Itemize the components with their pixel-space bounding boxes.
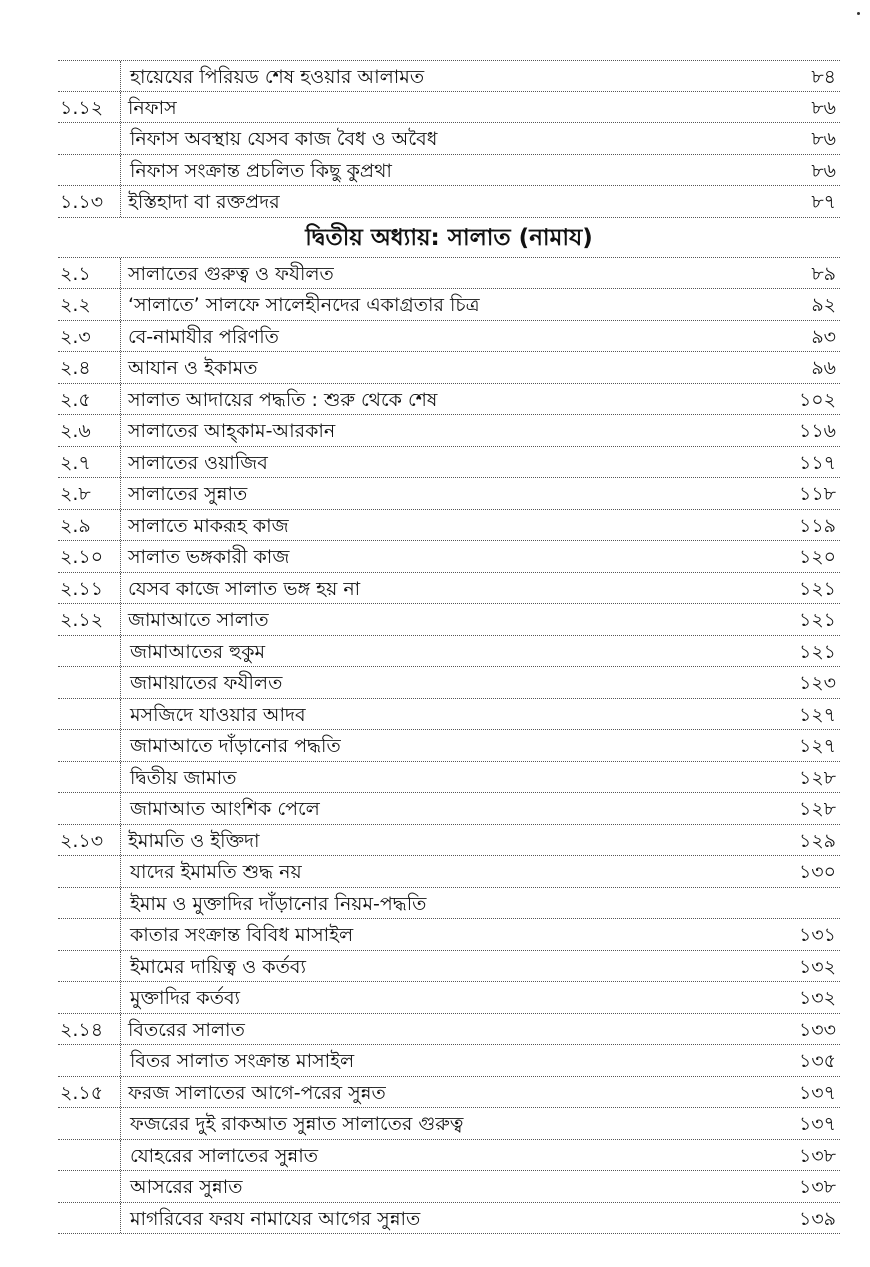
toc-entry-page: ১৩১ [798,924,836,946]
toc-entry-number: ২.২ [60,294,91,316]
toc-entry [58,415,840,447]
column-divider [120,92,121,123]
toc-entry-page: ৮৪ [811,66,836,88]
toc-entry-page: ১১৭ [798,451,836,474]
toc-entry [58,92,840,124]
toc-entry [58,510,840,542]
toc-entry-page: ৮৬ [811,96,836,119]
toc-entry-title: সালাত আদায়ের পদ্ধতি : শুরু থেকে শেষ [128,388,438,411]
toc-entry-number: ২.৪ [60,357,91,379]
toc-entry [58,60,840,92]
column-divider [120,186,121,217]
toc-entry-title: যাদের ইমামতি শুদ্ধ নয় [130,861,302,883]
column-divider [120,793,121,824]
column-divider [120,1203,121,1234]
toc-entry-number: ২.১০ [60,546,104,568]
toc-entry-title: জামাআতের হুকুম [130,640,266,663]
column-divider [120,604,121,635]
toc-entry-number: ২.১৪ [60,1018,104,1041]
toc-entry-page: ৮৯ [811,262,836,285]
column-divider [120,61,121,91]
toc-entry-title: যেসব কাজে সালাত ভঙ্গ হয় না [128,577,361,600]
toc-entry-title: সালাতের সুন্নাত [128,483,248,505]
toc-entry-title: নিফাস [128,96,177,119]
column-divider [120,951,121,982]
toc-entry [58,762,840,794]
toc-entry [58,825,840,857]
toc-entry [58,1014,840,1046]
toc-entry [58,856,840,888]
toc-entry-title: সালাত ভঙ্গকারী কাজ [128,546,290,568]
toc-entry-title: সালাতের গুরুত্ব ও ফযীলত [128,262,334,285]
toc-entry-title: জামায়াতের ফযীলত [130,672,283,694]
column-divider [120,1077,121,1108]
toc-entry [58,573,840,605]
toc-entry [58,951,840,983]
column-divider [120,123,121,154]
toc-entry-page: ১২১ [798,609,836,631]
toc-entry [58,352,840,384]
toc-entry [58,888,840,920]
toc-entry-page: ১২১ [798,640,836,663]
column-divider [120,258,121,289]
toc-entry-page: ১২৮ [798,766,836,789]
toc-entry [58,1108,840,1140]
column-divider [120,541,121,572]
toc-entry-title: মুক্তাদির কর্তব্য [130,987,241,1009]
toc-entry-number: ২.৩ [60,325,91,348]
toc-entry-page: ৮৬ [811,159,836,182]
toc-entry-number: ২.৮ [60,483,91,505]
toc-entry-page: ৮৭ [811,191,836,213]
toc-entry [58,636,840,668]
toc-entry [58,289,840,321]
toc-entry [58,258,840,290]
toc-section-a [58,60,840,218]
toc-entry-title: দ্বিতীয় জামাত [130,766,237,789]
column-divider [120,888,121,919]
column-divider [120,636,121,667]
column-divider [120,415,121,446]
toc-entry [58,1140,840,1172]
toc-entry-title: ইমামতি ও ইক্তিদা [128,829,260,852]
toc-entry-number: ২.১৩ [60,829,104,852]
toc-entry-title: নিফাস অবস্থায় যেসব কাজ বৈধ ও অবৈধ [130,128,438,150]
toc-entry-title: ইমাম ও মুক্তাদির দাঁড়ানোর নিয়ম-পদ্ধতি [130,892,427,915]
toc-entry-number: ২.১ [60,262,91,285]
toc-entry-page: ১২৯ [798,829,836,852]
toc-entry-title: ফরজ সালাতের আগে-পরের সুন্নত [128,1081,386,1104]
column-divider [120,1171,121,1202]
toc-entry [58,793,840,825]
toc-entry [58,1203,840,1235]
column-divider [120,155,121,186]
toc-entry-page: ১২৭ [798,735,836,757]
toc-entry-number: ২.৬ [60,420,91,442]
toc-entry-title: বিতরের সালাত [128,1018,245,1041]
column-divider [120,1014,121,1045]
toc-entry-title: সালাতে মাকরূহ কাজ [128,514,289,537]
toc-entry-page: ১৩৫ [798,1050,836,1072]
column-divider [120,321,121,352]
toc-entry [58,155,840,187]
column-divider [120,510,121,541]
column-divider [120,384,121,415]
toc-entry-title: ইমামের দায়িত্ব ও কর্তব্য [130,955,306,978]
column-divider [120,1108,121,1139]
toc-entry-page: ৯৩ [811,325,836,348]
column-divider [120,447,121,478]
toc-entry-page: ১০২ [798,388,836,411]
toc-entry-page: ১২৮ [798,798,836,820]
toc-entry-page: ১৩৯ [798,1207,836,1230]
toc-entry-title: জামাআত আংশিক পেলে [130,798,320,820]
toc-entry [58,982,840,1014]
toc-entry-number: ২.১১ [60,577,104,600]
column-divider [120,352,121,383]
toc-entry-page: ১১৮ [799,483,836,505]
column-divider [120,573,121,604]
toc-entry-page: ১৩৩ [798,1018,836,1041]
toc-entry-page: ১১৯ [799,514,836,537]
toc-entry [58,541,840,573]
toc-entry [58,1077,840,1109]
column-divider [120,289,121,320]
toc-entry [58,730,840,762]
toc-section-b [58,258,840,1235]
toc-entry [58,699,840,731]
toc-entry [58,478,840,510]
toc-entry [58,667,840,699]
toc-entry-page: ১২৩ [798,672,836,694]
toc-entry-page: ১২০ [798,546,836,568]
toc-entry-number: ২.৯ [60,514,91,537]
toc-entry-title: ফজরের দুই রাকআত সুন্নাত সালাতের গুরুত্ব [130,1113,464,1135]
toc-entry-title: যোহরের সালাতের সুন্নাত [130,1144,318,1167]
toc-entry-title: কাতার সংক্রান্ত বিবিধ মাসাইল [130,924,354,946]
toc-entry-page: ১৩৮ [798,1176,836,1198]
toc-entry-page: ১৩৭ [798,1113,836,1135]
toc-entry-page: ১৩৭ [798,1081,836,1104]
toc-entry-number: ২.১৫ [60,1081,104,1104]
toc-entry [58,604,840,636]
column-divider [120,1045,121,1076]
toc-entry [58,1045,840,1077]
toc-entry-title: আযান ও ইকামত [128,357,258,379]
toc-entry-title: ইস্তিহাদা বা রক্তপ্রদর [128,191,280,213]
toc-entry-page: ১৩২ [798,955,836,978]
corner-mark [857,12,860,15]
toc-entry-number: ২.১২ [60,609,104,631]
toc-entry-page: ৮৬ [811,128,836,150]
toc-entry-number: ১.১৩ [60,191,104,213]
toc-entry-title: ‘সালাতে’ সালফে সালেহীনদের একাগ্রতার চিত্র [128,294,480,316]
toc-entry-page: ১২৭ [798,703,836,726]
column-divider [120,699,121,730]
toc-entry-number: ১.১২ [60,96,104,119]
toc-entry-title: মাগরিবের ফরয নামাযের আগের সুন্নাত [130,1207,421,1230]
toc-entry [58,447,840,479]
toc-entry-page: ৯২ [811,294,836,316]
toc-entry [58,186,840,218]
toc-entry-page: ১১৬ [798,420,836,442]
column-divider [120,1140,121,1171]
toc-entry-page: ১৩২ [798,987,836,1009]
toc-entry-title: মসজিদে যাওয়ার আদব [130,703,306,726]
toc-entry-title: আসরের সুন্নাত [130,1176,243,1198]
toc-entry [58,123,840,155]
toc-entry-title: সালাতের আহ্কাম-আরকান [128,420,336,442]
toc-entry [58,1171,840,1203]
column-divider [120,856,121,887]
toc-entry [58,919,840,951]
toc-entry-title: জামাআতে সালাত [128,609,269,631]
toc-entry-title: বিতর সালাত সংক্রান্ত মাসাইল [130,1050,355,1072]
column-divider [120,825,121,856]
toc-entry-title: সালাতের ওয়াজিব [128,451,268,474]
chapter-heading: দ্বিতীয় অধ্যায়: সালাত (নামায) [58,218,840,258]
toc-entry [58,384,840,416]
toc-entry-title: জামাআতে দাঁড়ানোর পদ্ধতি [130,735,341,757]
toc-entry-title: বে-নামাযীর পরিণতি [128,325,279,348]
toc-entry-page: ১৩৮ [798,1144,836,1167]
toc-entry-page: ৯৬ [811,357,836,379]
toc-entry-page: ১৩০ [798,861,836,883]
toc-entry-page: ১২১ [798,577,836,600]
toc-entry-number: ২.৭ [60,451,91,474]
column-divider [120,982,121,1013]
column-divider [120,478,121,509]
column-divider [120,730,121,761]
toc-entry-title: নিফাস সংক্রান্ত প্রচলিত কিছু কুপ্রথা [130,159,392,182]
toc-entry [58,321,840,353]
toc-entry-number: ২.৫ [60,388,91,411]
toc-page [58,60,840,1234]
column-divider [120,667,121,698]
column-divider [120,762,121,793]
toc-entry-title: হায়েযের পিরিয়ড শেষ হওয়ার আলামত [130,66,425,88]
column-divider [120,919,121,950]
